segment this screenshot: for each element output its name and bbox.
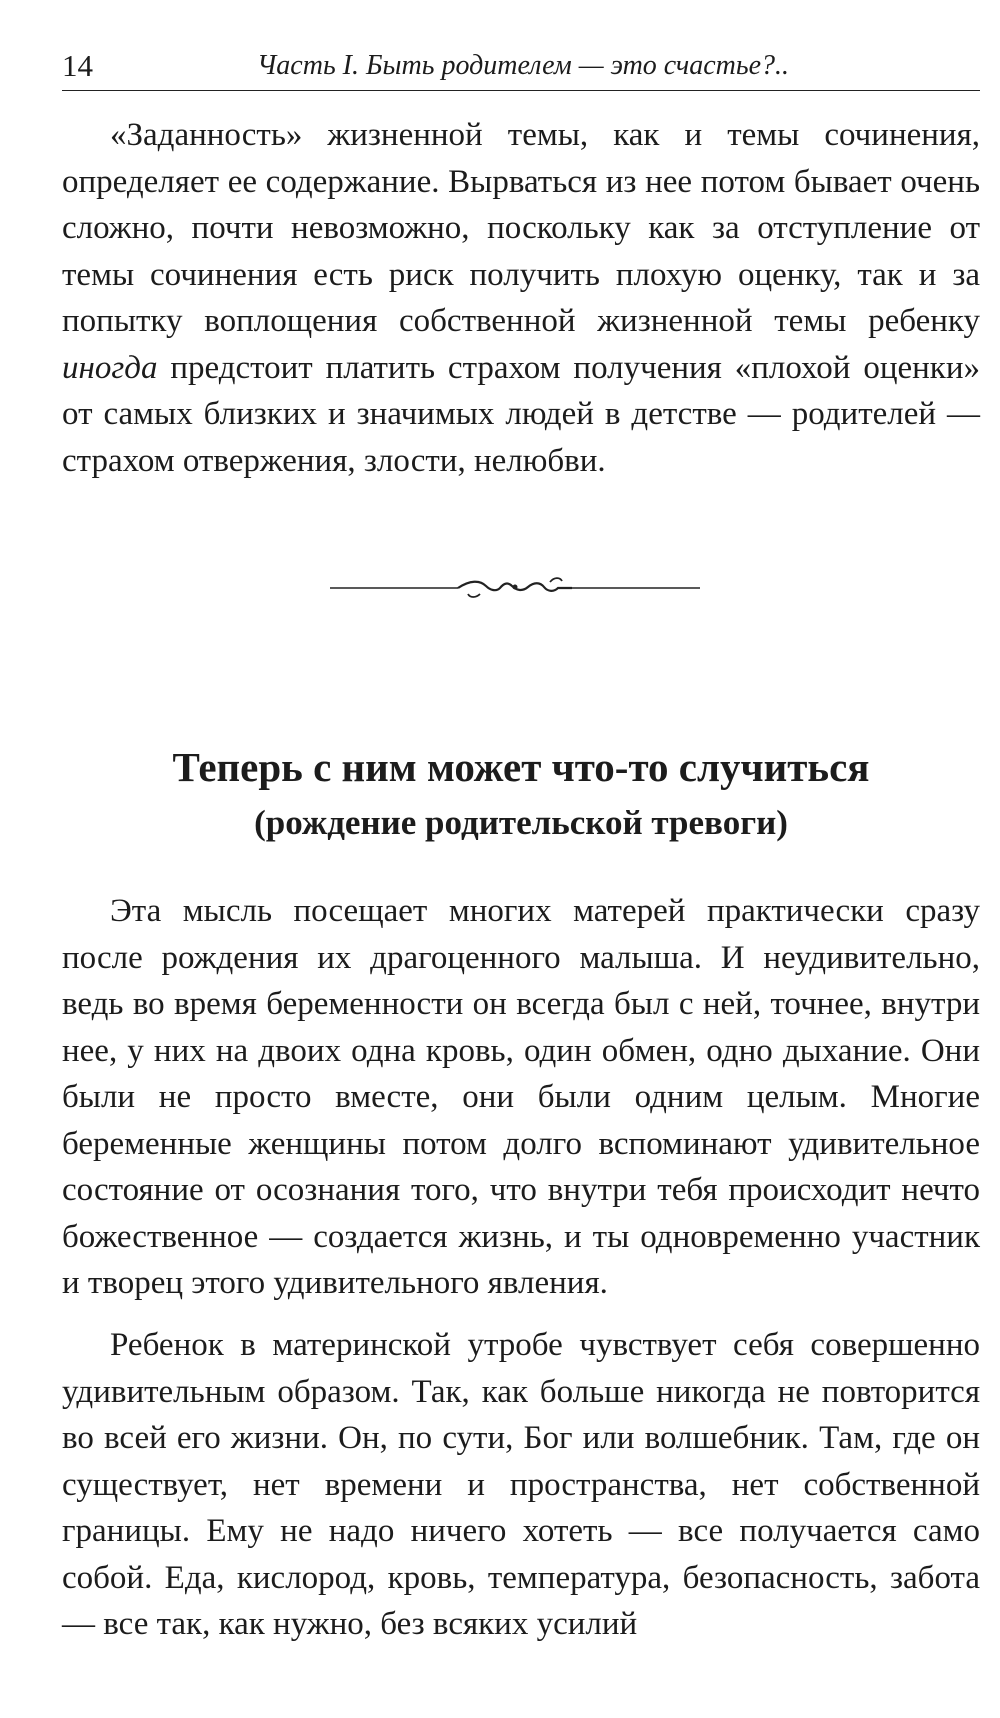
ornament-flourish-icon	[330, 572, 700, 602]
section-subtitle: (рождение родительской тревоги)	[254, 803, 788, 842]
running-header-title: Часть I. Быть родителем — это счастье?..	[257, 50, 790, 81]
paragraph-1	[62, 112, 980, 484]
paragraph-3-text: Ребенок в материнской утробе чувствует себя совершенно удивительным образом. Так, как больше никогда не повторится во всей его жизни. Он, по сути, Бог или волшебник. Там, где он существует, нет времени и пространства, нет собственной границы. Ему не надо ничего хотеть — все получается само собой. Еда, кислород, кровь, температура, безопасность, забота — все так, как нужно, без всяких усилий	[62, 1327, 980, 1642]
paragraph-1-text-end: предстоит платить страхом получения «плохой оценки» от самых близких и значимых людей в детстве — родителей — страхом отвержения, злости, нелюбви.	[62, 349, 980, 479]
paragraph-1-text-start: «Заданность» жизненной темы, как и темы сочинения, определяет ее содержание. Вырваться из нее потом бывает очень сложно, почти невозможно, поскольку как за отступление от темы сочинения есть риск получить плохую оценку, так и за попытку воплощения собственной жизненной темы ребенку	[62, 117, 980, 339]
paragraph-2	[62, 888, 980, 1307]
paragraph-3	[62, 1322, 980, 1648]
running-header	[62, 40, 980, 91]
paragraph-2-text: Эта мысль посещает многих матерей практически сразу после рождения их драгоценного малыша. И неудивительно, ведь во время беременности он всегда был с ней, точнее, внутри нее, у них на двоих одна кровь, один обмен, одно дыхание. Они были не просто вместе, они были одним целым. Многие беременные женщины потом долго вспоминают удивительное состояние от осознания того, что внутри тебя происходит нечто божественное — создается жизнь, и ты одновременно участник и творец этого удивительного явления.	[62, 893, 980, 1301]
paragraph-1-text	[62, 112, 980, 484]
paragraph-1-italic-word: иногда	[62, 349, 158, 386]
page-number: 14	[62, 48, 93, 83]
section-title: Теперь с ним может что-то случиться	[172, 744, 870, 790]
